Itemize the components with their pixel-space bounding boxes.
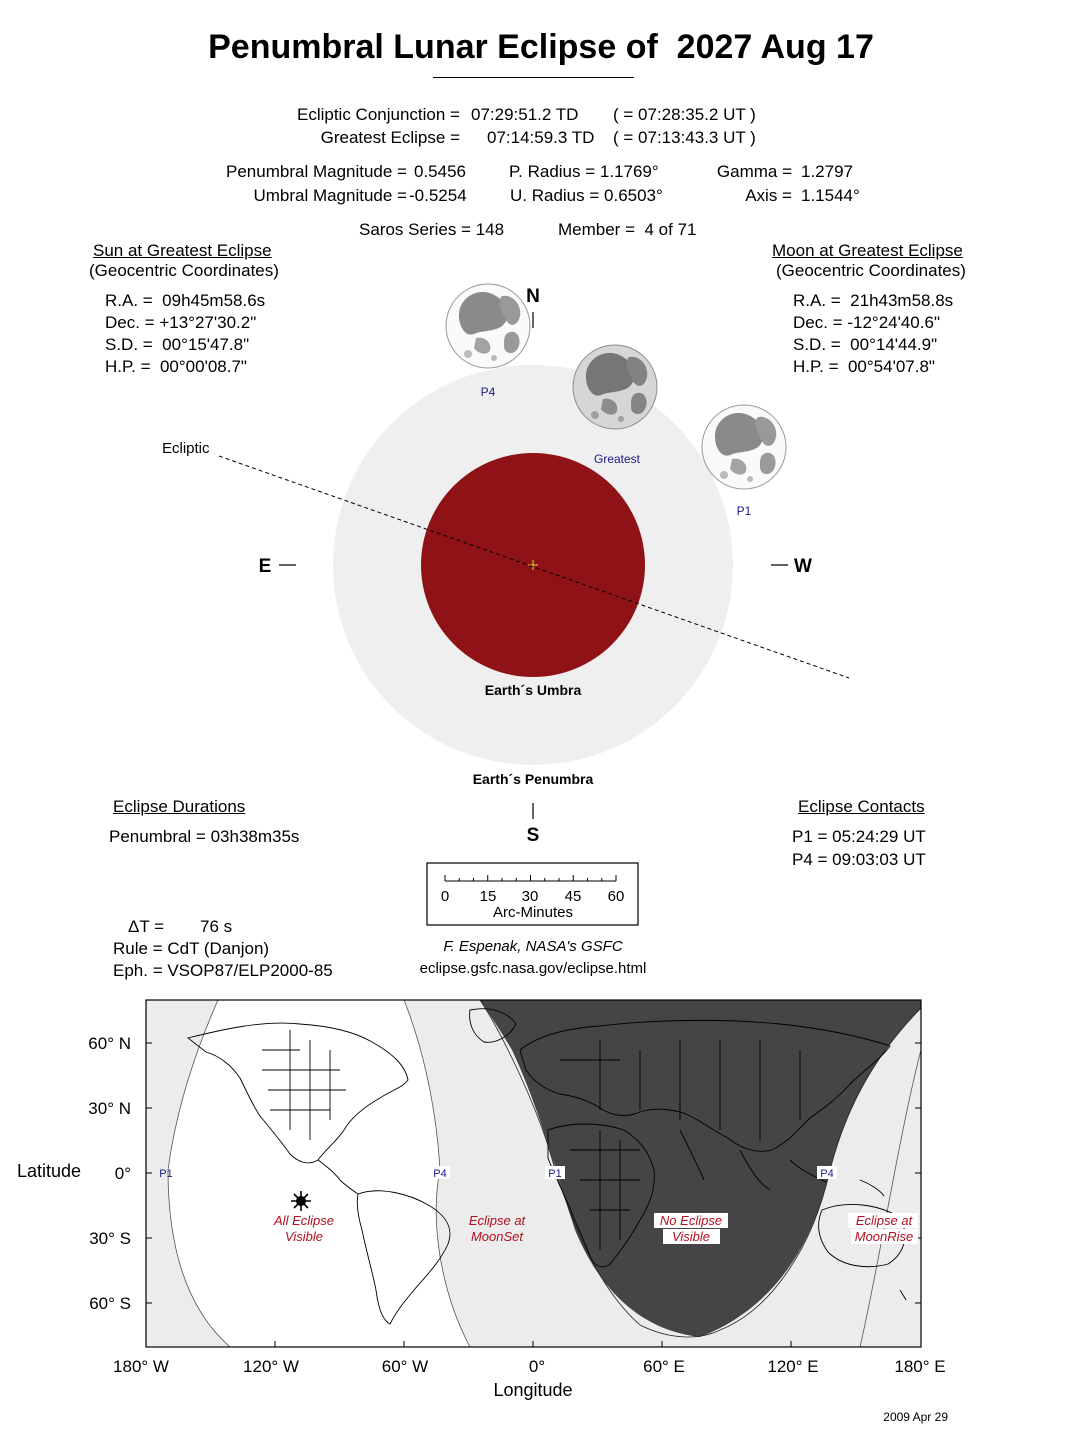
east-label: E (258, 556, 272, 577)
region-all-visible-line2: Visible (284, 1229, 324, 1244)
north-label: N (526, 286, 540, 307)
moon-dec: Dec. = -12°24'40.6" (793, 313, 940, 332)
date-stamp: 2009 Apr 29 (883, 1410, 948, 1424)
lon-tick-60e: 60° E (643, 1357, 685, 1376)
contacts-heading: Eclipse Contacts (798, 797, 925, 816)
credit-author: F. Espenak, NASA's GSFC (443, 938, 623, 955)
visibility-map (0, 990, 1082, 1410)
contact-p4: P4 = 09:03:03 UT (792, 850, 926, 869)
sun-sd: S.D. = 00°15'47.8" (105, 335, 250, 354)
scale-tick-15: 15 (479, 888, 497, 905)
gamma-value: 1.2797 (801, 162, 853, 181)
south-label: S (526, 825, 540, 846)
curve-label-p4-west: P4 (433, 1168, 447, 1180)
umbral-magnitude-value: -0.5254 (409, 186, 467, 205)
sun-heading: Sun at Greatest Eclipse (93, 241, 272, 260)
umbra-label: Earth´s Umbra (484, 682, 582, 698)
sun-hp: H.P. = 00°00'08.7" (105, 357, 247, 376)
curve-label-p4-east: P4 (820, 1168, 834, 1180)
contact-p1: P1 = 05:24:29 UT (792, 827, 926, 846)
axis-label: Axis = (745, 186, 792, 205)
sun-subheading: (Geocentric Coordinates) (89, 261, 279, 280)
moon-sd: S.D. = 00°14'44.9" (793, 335, 938, 354)
moon-p4 (446, 284, 530, 368)
penumbra-label: Earth´s Penumbra (472, 771, 594, 787)
gamma-label: Gamma = (716, 162, 792, 181)
greatest-ut: ( = 07:13:43.3 UT ) (613, 128, 756, 147)
scale-tick-45: 45 (564, 888, 582, 905)
sun-dec: Dec. = +13°27'30.2" (105, 313, 257, 332)
lon-tick-0: 0° (528, 1357, 546, 1376)
lon-tick-120w: 120° W (243, 1357, 299, 1376)
region-moonrise-line2: MoonRise (854, 1229, 914, 1244)
scale-label: Arc-Minutes (492, 904, 574, 921)
ecliptic-label: Ecliptic (162, 440, 210, 457)
moon-ra: R.A. = 21h43m58.8s (793, 291, 954, 310)
arcminute-scale (426, 862, 640, 928)
page-title: Penumbral Lunar Eclipse of 2027 Aug 17 (208, 28, 874, 66)
conjunction-td: 07:29:51.2 TD (471, 105, 579, 124)
lat-tick-60s: 60° S (89, 1294, 131, 1313)
moon-greatest (573, 345, 657, 429)
moon-label-p1: P1 (736, 504, 752, 518)
durations-heading: Eclipse Durations (113, 797, 246, 816)
scale-tick-0: 0 (440, 888, 450, 905)
delta-t-value: 76 s (200, 917, 233, 936)
region-moonset-line1: Eclipse at (468, 1213, 526, 1228)
axis-value: 1.1544° (801, 186, 860, 205)
greatest-label: Greatest Eclipse = (320, 128, 460, 147)
moon-p1 (702, 405, 786, 489)
map-xlabel: Longitude (493, 1380, 573, 1400)
west-label: W (794, 556, 812, 577)
scale-tick-30: 30 (521, 888, 539, 905)
penumbral-radius: P. Radius = 1.1769° (509, 162, 659, 181)
region-moonrise-line1: Eclipse at (855, 1213, 913, 1228)
curve-label-p1-west: P1 (159, 1168, 173, 1180)
moon-heading: Moon at Greatest Eclipse (772, 241, 963, 260)
region-none-line2: Visible (671, 1229, 711, 1244)
lat-tick-30n: 30° N (88, 1099, 131, 1118)
map-ylabel: Latitude (17, 1161, 82, 1181)
region-none-line1: No Eclipse (659, 1213, 723, 1228)
lat-tick-60n: 60° N (88, 1034, 131, 1053)
moon-hp: H.P. = 00°54'07.8" (793, 357, 935, 376)
saros-member: Member = 4 of 71 (558, 220, 697, 239)
lat-tick-30s: 30° S (89, 1229, 131, 1248)
lat-tick-0: 0° (114, 1164, 131, 1183)
lon-tick-180w: 180° W (113, 1357, 169, 1376)
umbral-magnitude-label: Umbral Magnitude = (253, 186, 407, 205)
saros-series: Saros Series = 148 (359, 220, 505, 239)
greatest-td: 07:14:59.3 TD (487, 128, 595, 147)
region-moonset-line2: MoonSet (470, 1229, 524, 1244)
rule-text: Rule = CdT (Danjon) (113, 939, 270, 958)
curve-label-p1-east: P1 (548, 1168, 562, 1180)
conjunction-ut: ( = 07:28:35.2 UT ) (613, 105, 756, 124)
region-all-visible-line1: All Eclipse (274, 1213, 334, 1228)
penumbral-magnitude-label: Penumbral Magnitude = (226, 162, 407, 181)
moon-subheading: (Geocentric Coordinates) (776, 261, 966, 280)
ephemeris-text: Eph. = VSOP87/ELP2000-85 (113, 961, 333, 980)
lon-tick-180e: 180° E (894, 1357, 946, 1376)
credit-url: eclipse.gsfc.nasa.gov/eclipse.html (419, 960, 647, 977)
lon-tick-120e: 120° E (767, 1357, 819, 1376)
delta-t-label: ΔT = (128, 917, 165, 936)
penumbral-duration: Penumbral = 03h38m35s (109, 827, 300, 846)
conjunction-label: Ecliptic Conjunction = (296, 105, 460, 124)
moon-label-p4: P4 (480, 385, 496, 399)
moon-label-greatest: Greatest (593, 452, 641, 466)
umbral-radius: U. Radius = 0.6503° (510, 186, 663, 205)
lon-tick-60w: 60° W (381, 1357, 429, 1376)
scale-tick-60: 60 (607, 888, 625, 905)
greatest-eclipse-marker (291, 1191, 311, 1211)
penumbral-magnitude-value: 0.5456 (414, 162, 466, 181)
sun-ra: R.A. = 09h45m58.6s (105, 291, 266, 310)
